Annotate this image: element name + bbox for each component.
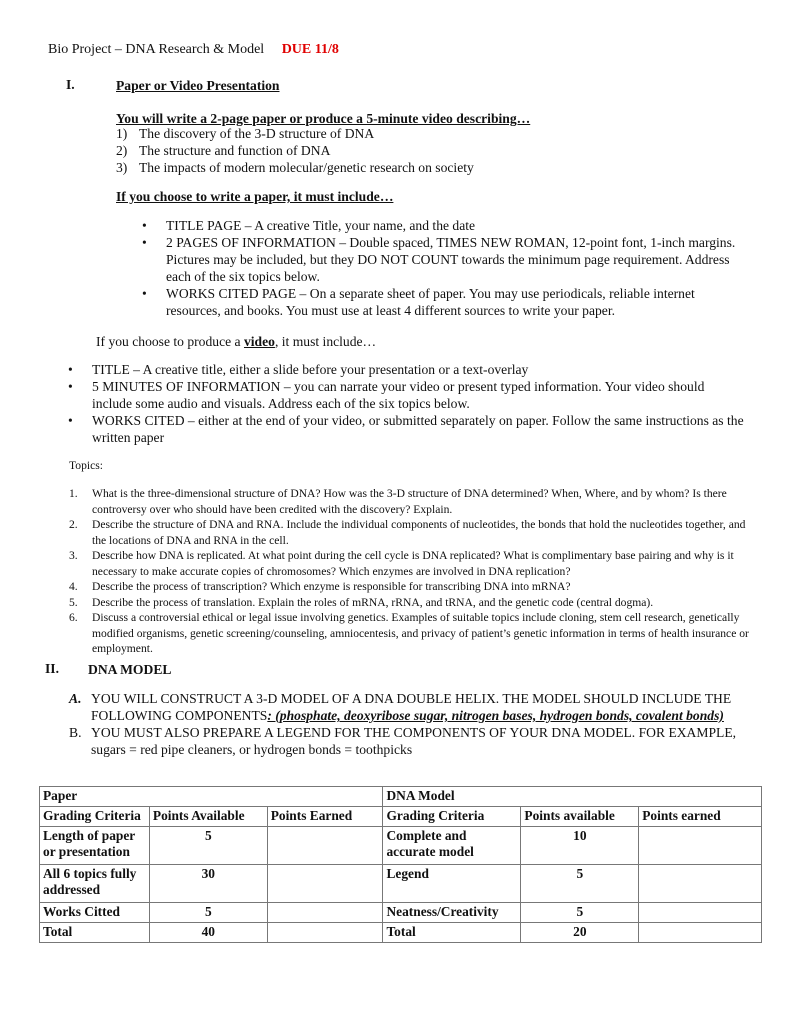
describe-item — [116, 142, 474, 159]
paper-item — [140, 234, 740, 285]
column-header: Grading Criteria — [383, 807, 521, 827]
table-row — [40, 827, 762, 865]
topic-item — [69, 610, 749, 657]
topics-list — [69, 486, 749, 657]
bullet-icon: • — [68, 413, 73, 428]
paper-item — [140, 217, 740, 234]
topic-text: What is the three-dimensional structure of DNA? How was the 3-D structure of DNA determined? When, Where, and by whom? Is there controversy over who should have been credited with the discovery? Explain. — [92, 487, 727, 516]
video-item-text: WORKS CITED – either at the end of your video, or submitted separately on paper. Follow the same instructions as the written paper — [92, 413, 744, 445]
points-available-cell: 10 — [521, 827, 639, 865]
total-row — [40, 923, 762, 943]
instruction-a-text: YOU WILL CONSTRUCT A 3-D MODEL OF A DNA DOUBLE HELIX. THE MODEL SHOULD INCLUDE THE FOLLOWING COMPONENTS — [91, 691, 732, 723]
instruction-b — [69, 724, 759, 758]
bullet-icon: • — [142, 286, 147, 301]
criteria-cell: Total — [40, 923, 150, 943]
instruction-b-label: B. — [69, 725, 82, 740]
points-available-cell: 5 — [521, 865, 639, 903]
document-title: Bio Project – DNA Research & Model — [48, 42, 265, 57]
video-requirements-list — [66, 361, 746, 446]
points-available-cell: 5 — [521, 903, 639, 923]
describe-item — [116, 125, 474, 142]
points-available-cell: 40 — [149, 923, 267, 943]
points-earned-cell[interactable] — [267, 903, 383, 923]
topic-text: Describe the process of transcription? Which enzyme is responsible for transcribing DNA into mRNA? — [92, 580, 571, 593]
column-header: Points available — [521, 807, 639, 827]
describe-intro: You will write a 2-page paper or produce a 5-minute video describing… — [116, 111, 531, 126]
describe-list — [116, 125, 474, 176]
criteria-cell: Complete and accurate model — [383, 827, 521, 865]
topic-text: Describe the process of translation. Explain the roles of mRNA, rRNA, and tRNA, and the genetic code (central dogma). — [92, 595, 654, 609]
points-earned-cell[interactable] — [639, 865, 762, 903]
table-header-row — [40, 807, 762, 827]
video-intro-emphasis: video — [243, 334, 275, 349]
paper-requirements-list — [140, 217, 740, 319]
item-number: 3) — [116, 160, 128, 175]
points-earned-cell[interactable] — [639, 903, 762, 923]
bullet-icon: • — [68, 379, 73, 394]
table-title-row — [40, 787, 762, 807]
table-row — [40, 903, 762, 923]
instruction-b-text: YOU MUST ALSO PREPARE A LEGEND FOR THE COMPONENTS OF YOUR DNA MODEL. FOR EXAMPLE, sugars = red pipe cleaners, or hydrogen bonds = toothpicks — [91, 725, 737, 757]
section-1-number: I. — [66, 77, 75, 92]
column-header: Points Available — [149, 807, 267, 827]
topic-item — [69, 548, 749, 579]
points-earned-cell[interactable] — [267, 923, 383, 943]
topic-item — [69, 486, 749, 517]
item-number: 1) — [116, 126, 128, 141]
criteria-cell: Works Citted — [40, 903, 150, 923]
item-text: The impacts of modern molecular/genetic research on society — [139, 160, 474, 175]
column-header: Grading Criteria — [40, 807, 150, 827]
paper-item-text: TITLE PAGE – A creative Title, your name, and the date — [166, 218, 476, 233]
column-header: Points Earned — [267, 807, 383, 827]
item-text: The discovery of the 3-D structure of DNA — [139, 126, 375, 141]
topic-number: 2. — [69, 518, 78, 531]
bullet-icon: • — [142, 218, 147, 233]
points-earned-cell[interactable] — [639, 827, 762, 865]
points-earned-cell[interactable] — [267, 865, 383, 903]
topic-number: 6. — [69, 611, 78, 624]
paper-item-text: 2 PAGES OF INFORMATION – Double spaced, TIMES NEW ROMAN, 12-point font, 1-inch margins. Pictures may be included, but they DO NOT COUNT towards the minimum page requirement. Address each of the six topics below. — [166, 235, 736, 284]
video-intro-pre: If you choose to produce a — [96, 334, 244, 349]
components-list: : (phosphate, deoxyribose sugar, nitrogen bases, hydrogen bonds, covalent bonds) — [267, 708, 724, 723]
topic-number: 4. — [69, 580, 78, 593]
topic-item — [69, 595, 749, 611]
item-text: The structure and function of DNA — [139, 143, 331, 158]
bullet-icon: • — [142, 235, 147, 250]
video-item — [66, 412, 746, 446]
points-available-cell: 20 — [521, 923, 639, 943]
video-intro-post: , it must include… — [274, 334, 377, 349]
paper-heading: If you choose to write a paper, it must include… — [116, 189, 394, 204]
section-1-heading: Paper or Video Presentation — [116, 78, 280, 93]
model-rubric-title: DNA Model — [383, 787, 762, 807]
column-header: Points earned — [639, 807, 762, 827]
grading-rubric-table — [39, 786, 762, 943]
topic-number: 3. — [69, 549, 78, 562]
video-item — [66, 361, 746, 378]
criteria-cell: Length of paper or presentation — [40, 827, 150, 865]
paper-item — [140, 285, 740, 319]
points-available-cell: 5 — [149, 827, 267, 865]
criteria-cell: Total — [383, 923, 521, 943]
section-2-number: II. — [45, 661, 59, 676]
paper-rubric-title: Paper — [40, 787, 383, 807]
instruction-a-label: A. — [69, 691, 82, 706]
bullet-icon: • — [68, 362, 73, 377]
criteria-cell: All 6 topics fully addressed — [40, 865, 150, 903]
topic-number: 5. — [69, 595, 78, 609]
model-instructions — [69, 690, 759, 758]
video-item-text: TITLE – A creative title, either a slide before your presentation or a text-overlay — [92, 362, 529, 377]
topic-number: 1. — [69, 487, 78, 500]
item-number: 2) — [116, 143, 128, 158]
topic-item — [69, 517, 749, 548]
criteria-cell: Legend — [383, 865, 521, 903]
points-available-cell: 5 — [149, 903, 267, 923]
video-item-text: 5 MINUTES OF INFORMATION – you can narrate your video or present typed information. Your video should include some audio and visuals. Address each of the six topics below. — [92, 379, 705, 411]
topics-label: Topics: — [69, 459, 103, 472]
video-item — [66, 378, 746, 412]
section-2-heading: DNA MODEL — [88, 662, 172, 677]
table-row — [40, 865, 762, 903]
topic-text: Describe the structure of DNA and RNA. Include the individual components of nucleotides, the bonds that hold the nucleotides together, and the locations of DNA and RNA in the cell. — [92, 518, 746, 547]
video-intro — [96, 333, 376, 350]
topic-text: Discuss a controversial ethical or legal issue involving genetics. Examples of suitable topics include cloning, stem cell research, genetically modified organisms, genetic screening/counseling, amniocentesis, and privacy of patient’s genetic information in terms of health insurance or employment. — [92, 611, 749, 655]
topic-text: Describe how DNA is replicated. At what point during the cell cycle is DNA replicated? What is complimentary base pairing and why is it necessary to make accurate copies of chromosomes? Which enzymes are involved in DNA replication? — [92, 549, 734, 578]
criteria-cell: Neatness/Creativity — [383, 903, 521, 923]
paper-item-text: WORKS CITED PAGE – On a separate sheet of paper. You may use periodicals, reliable internet resources, and books. You must use at least 4 different sources to write your paper. — [166, 286, 695, 318]
describe-item — [116, 159, 474, 176]
points-earned-cell[interactable] — [639, 923, 762, 943]
points-earned-cell[interactable] — [267, 827, 383, 865]
document-title-line — [48, 42, 339, 58]
topic-item — [69, 579, 749, 595]
due-date: DUE 11/8 — [281, 42, 339, 57]
points-available-cell: 30 — [149, 865, 267, 903]
instruction-a — [69, 690, 759, 724]
